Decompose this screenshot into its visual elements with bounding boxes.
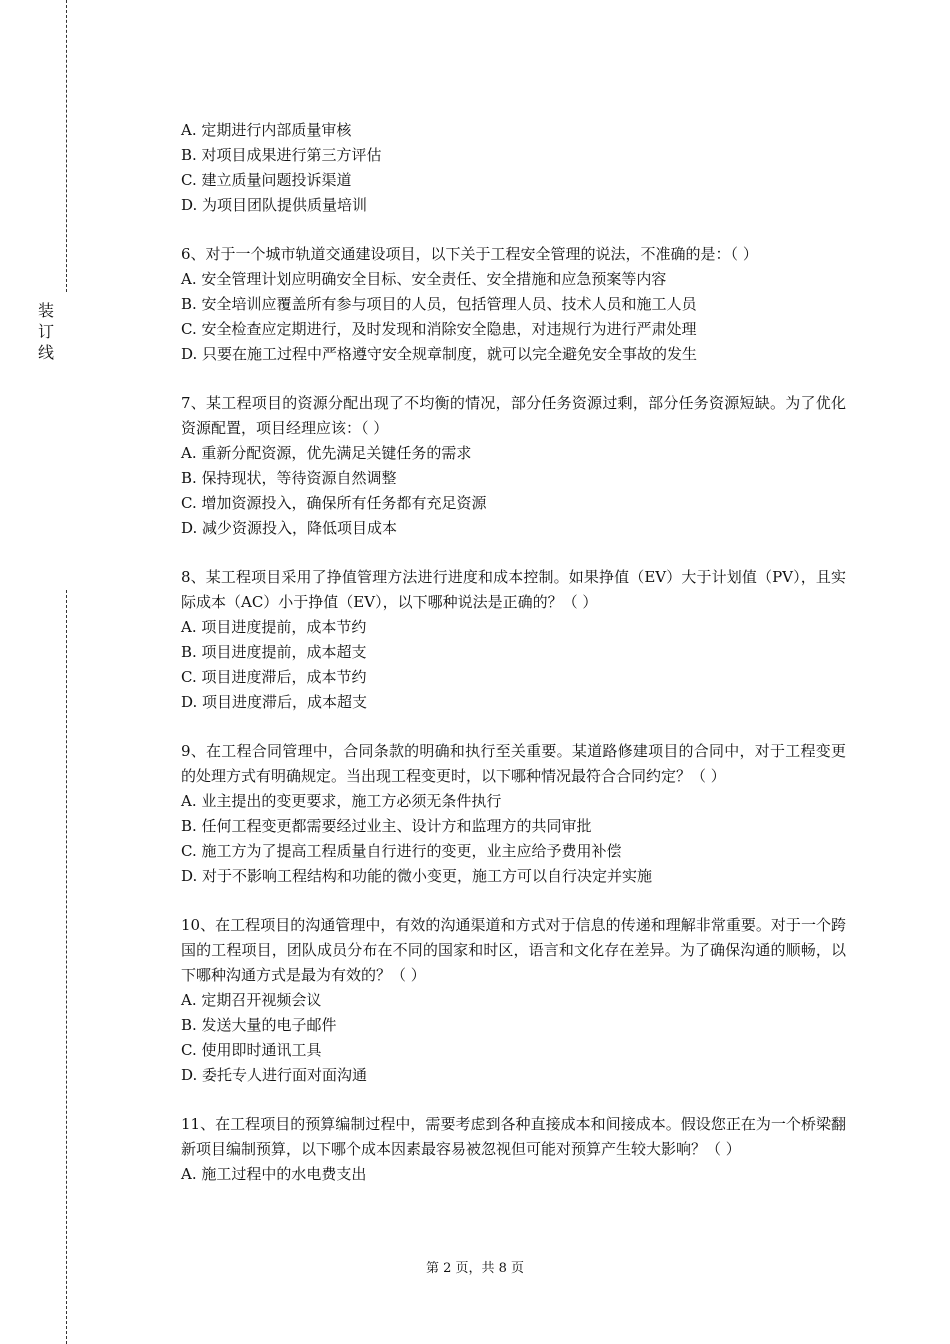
option: A. 安全管理计划应明确安全目标、安全责任、安全措施和应急预案等内容 xyxy=(181,270,667,288)
option: C. 增加资源投入，确保所有任务都有充足资源 xyxy=(181,494,487,512)
option: D. 项目进度滞后，成本超支 xyxy=(181,693,368,711)
option: C. 安全检查应定期进行，及时发现和消除安全隐患，对违规行为进行严肃处理 xyxy=(181,320,697,338)
option: D. 对于不影响工程结构和功能的微小变更，施工方可以自行决定并实施 xyxy=(181,867,653,885)
question-stem: 9、在工程合同管理中，合同条款的明确和执行至关重要。某道路修建项目的合同中，对于工程变更的处理方式有明确规定。当出现工程变更时，以下哪种情况最符合合同约定？（ ） xyxy=(181,742,846,785)
option: D. 减少资源投入，降低项目成本 xyxy=(181,519,398,537)
question-11 xyxy=(181,1112,846,1187)
question-6 xyxy=(181,242,846,367)
continued-question-options xyxy=(181,118,846,218)
option: D. 为项目团队提供质量培训 xyxy=(181,196,368,214)
question-stem: 8、某工程项目采用了挣值管理方法进行进度和成本控制。如果挣值（EV）大于计划值（PV），且实际成本（AC）小于挣值（EV），以下哪种说法是正确的？（ ） xyxy=(181,568,846,611)
option: D. 只要在施工过程中严格遵守安全规章制度，就可以完全避免安全事故的发生 xyxy=(181,345,698,363)
option: B. 项目进度提前，成本超支 xyxy=(181,643,367,661)
binding-dashed-line-top xyxy=(66,0,67,292)
option: C. 使用即时通讯工具 xyxy=(181,1041,322,1059)
question-9 xyxy=(181,739,846,889)
option: A. 业主提出的变更要求，施工方必须无条件执行 xyxy=(181,792,502,810)
exam-content xyxy=(181,118,846,1211)
question-stem: 7、某工程项目的资源分配出现了不均衡的情况，部分任务资源过剩，部分任务资源短缺。为了优化资源配置，项目经理应该：（ ） xyxy=(181,394,846,437)
option: A. 施工过程中的水电费支出 xyxy=(181,1165,367,1183)
option: B. 安全培训应覆盖所有参与项目的人员，包括管理人员、技术人员和施工人员 xyxy=(181,295,697,313)
option: A. 定期召开视频会议 xyxy=(181,991,322,1009)
option: C. 建立质量问题投诉渠道 xyxy=(181,171,352,189)
question-10 xyxy=(181,913,846,1088)
page-number-footer: 第 2 页，共 8 页 xyxy=(425,1261,525,1276)
option: C. 项目进度滞后，成本节约 xyxy=(181,668,367,686)
option: A. 项目进度提前，成本节约 xyxy=(181,618,367,636)
question-stem: 6、对于一个城市轨道交通建设项目，以下关于工程安全管理的说法，不准确的是：（ ） xyxy=(181,245,758,263)
option: D. 委托专人进行面对面沟通 xyxy=(181,1066,368,1084)
option: A. 重新分配资源，优先满足关键任务的需求 xyxy=(181,444,472,462)
binding-line-label: 装订线 xyxy=(37,301,54,362)
option: B. 保持现状，等待资源自然调整 xyxy=(181,469,397,487)
option: C. 施工方为了提高工程质量自行进行的变更，业主应给予费用补偿 xyxy=(181,842,622,860)
question-stem: 11、在工程项目的预算编制过程中，需要考虑到各种直接成本和间接成本。假设您正在为一个桥梁翻新项目编制预算，以下哪个成本因素最容易被忽视但可能对预算产生较大影响？（ ） xyxy=(181,1115,846,1158)
option: B. 对项目成果进行第三方评估 xyxy=(181,146,382,164)
option: A. 定期进行内部质量审核 xyxy=(181,121,352,139)
option: B. 任何工程变更都需要经过业主、设计方和监理方的共同审批 xyxy=(181,817,592,835)
binding-dashed-line-bottom xyxy=(66,590,67,1344)
question-8 xyxy=(181,565,846,715)
question-stem: 10、在工程项目的沟通管理中，有效的沟通渠道和方式对于信息的传递和理解非常重要。对于一个跨国的工程项目，团队成员分布在不同的国家和时区，语言和文化存在差异。为了确保沟通的顺畅，以下哪种沟通方式是最为有效的？（ ） xyxy=(181,916,846,984)
option: B. 发送大量的电子邮件 xyxy=(181,1016,337,1034)
question-7 xyxy=(181,391,846,541)
